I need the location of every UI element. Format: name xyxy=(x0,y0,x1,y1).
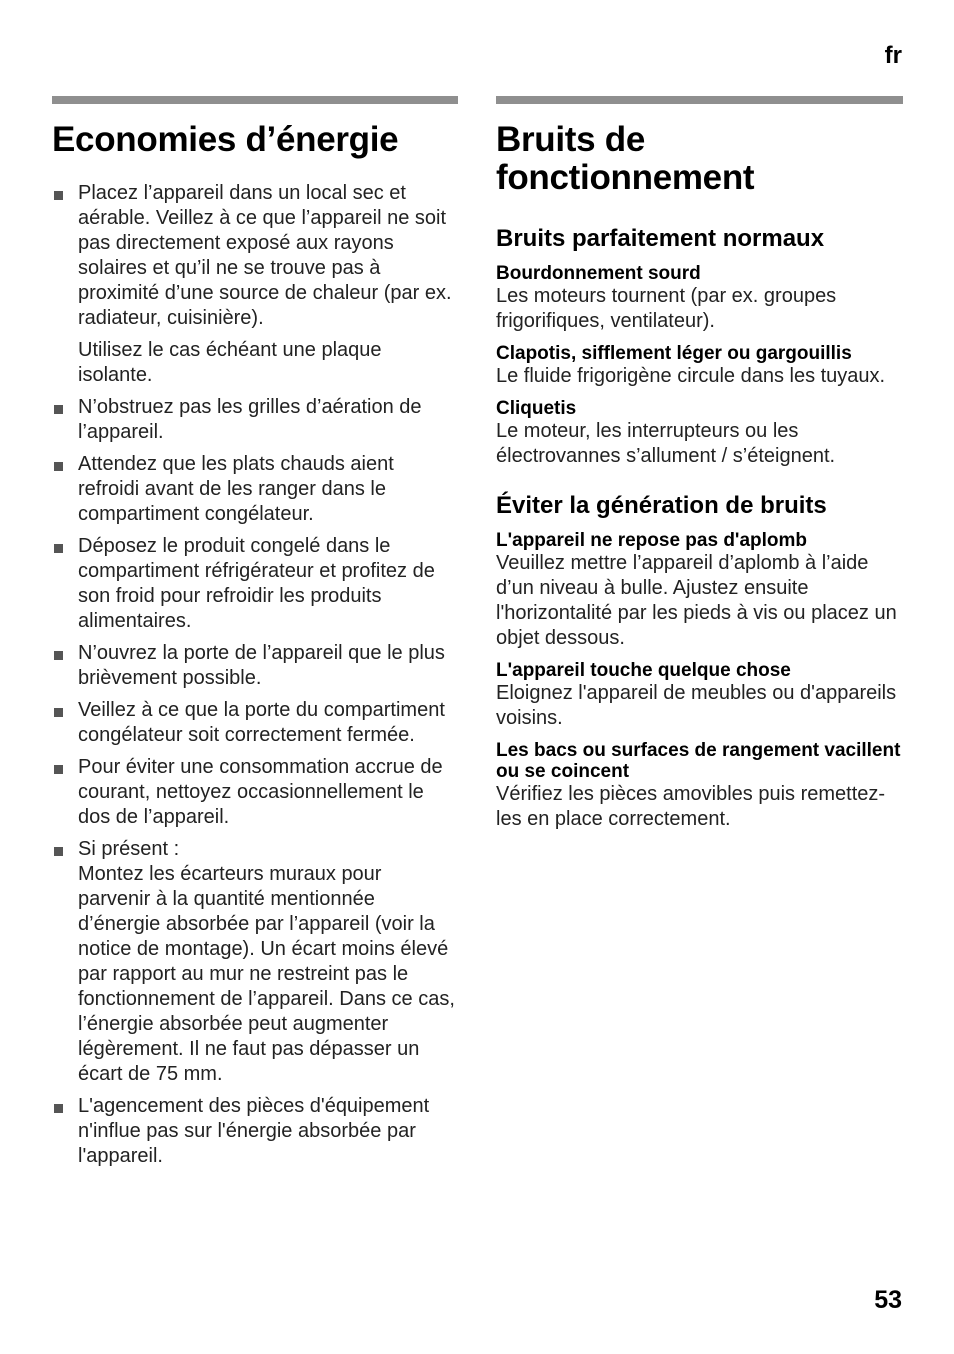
entry-title: L'appareil touche quelque chose xyxy=(496,660,791,681)
list-item xyxy=(52,181,458,388)
square-bullet-icon xyxy=(54,191,63,200)
language-code: fr xyxy=(884,42,902,69)
tip-text: Placez l’appareil dans un local sec et aérable. Veillez à ce que l’appareil ne soit pas directement exposé aux rayons solaires et qu’il ne se trouve pas à proximité d’une source de chaleur (par ex. radiateur, cuisinière). xyxy=(78,182,452,329)
entry-body: Eloignez l'appareil de meubles ou d'appareils voisins. xyxy=(496,682,897,729)
tip-text: Montez les écarteurs muraux pour parvenir à la quantité mentionnée d’énergie absorbée par l’appareil (voir la notice de montage). Un écart moins élevé par rapport au mur ne restreint pas le fonctionnement de l’appareil. Dans ce cas, l’énergie absorbée peut augmenter légèrement. Il ne faut pas dépasser un écart de 75 mm. xyxy=(78,863,455,1085)
tip-text: Pour éviter une consommation accrue de courant, nettoyez occasionnellement le dos de l’appareil. xyxy=(78,756,443,828)
square-bullet-icon xyxy=(54,847,63,856)
section-rule xyxy=(496,96,903,104)
noise-column xyxy=(496,96,903,841)
square-bullet-icon xyxy=(54,405,63,414)
list-item xyxy=(52,698,458,748)
page-number: 53 xyxy=(874,1286,902,1314)
list-item xyxy=(52,1094,458,1169)
energy-saving-title: Economies d’énergie xyxy=(52,120,399,159)
avoid-noises-heading: Éviter la génération de bruits xyxy=(496,492,827,519)
noise-entry xyxy=(496,263,903,334)
list-item xyxy=(52,641,458,691)
square-bullet-icon xyxy=(54,708,63,717)
list-item xyxy=(52,395,458,445)
list-item xyxy=(52,534,458,634)
tip-text: N’ouvrez la porte de l’appareil que le plus brièvement possible. xyxy=(78,642,445,689)
noise-entry xyxy=(496,740,903,832)
noise-title: Bruits de fonctionnement xyxy=(496,120,755,197)
normal-noises-heading: Bruits parfaitement normaux xyxy=(496,225,825,252)
list-item xyxy=(52,755,458,830)
entry-title: Cliquetis xyxy=(496,398,577,419)
entry-body: Le moteur, les interrupteurs ou les électrovannes s’allument / s’éteignent. xyxy=(496,420,836,467)
square-bullet-icon xyxy=(54,544,63,553)
entry-title: Les bacs ou surfaces de rangement vacillent ou se coincent xyxy=(496,740,901,782)
entry-body: Veuillez mettre l’appareil d’aplomb à l’aide d’un niveau à bulle. Ajustez ensuite l'horizontalité par les pieds à vis ou placez un objet dessous. xyxy=(496,552,897,649)
entry-title: Clapotis, sifflement léger ou gargouillis xyxy=(496,343,852,364)
entry-body: Le fluide frigorigène circule dans les tuyaux. xyxy=(496,365,886,387)
square-bullet-icon xyxy=(54,462,63,471)
tip-text: L'agencement des pièces d'équipement n'influe pas sur l'énergie absorbée par l'appareil. xyxy=(78,1095,430,1167)
energy-tips-list xyxy=(52,181,458,1169)
noise-entry xyxy=(496,343,903,389)
square-bullet-icon xyxy=(54,1104,63,1113)
energy-saving-column xyxy=(52,96,458,1176)
tip-text: Utilisez le cas échéant une plaque isolante. xyxy=(78,339,382,386)
entry-body: Vérifiez les pièces amovibles puis remettez-les en place correctement. xyxy=(496,783,886,830)
section-rule xyxy=(52,96,458,104)
tip-text: Veillez à ce que la porte du compartiment congélateur soit correctement fermée. xyxy=(78,699,445,746)
noise-entry xyxy=(496,660,903,731)
entry-title: Bourdonnement sourd xyxy=(496,263,701,284)
list-item xyxy=(52,452,458,527)
square-bullet-icon xyxy=(54,765,63,774)
square-bullet-icon xyxy=(54,651,63,660)
tip-text: Si présent : xyxy=(78,838,180,860)
entry-title: L'appareil ne repose pas d'aplomb xyxy=(496,530,808,551)
entry-body: Les moteurs tournent (par ex. groupes frigorifiques, ventilateur). xyxy=(496,285,837,332)
list-item xyxy=(52,837,458,1087)
tip-text: Attendez que les plats chauds aient refroidi avant de les ranger dans le compartiment congélateur. xyxy=(78,453,394,525)
noise-entry xyxy=(496,398,903,469)
tip-text: Déposez le produit congelé dans le compartiment réfrigérateur et profitez de son froid pour refroidir les produits alimentaires. xyxy=(78,535,435,632)
noise-entry xyxy=(496,530,903,651)
tip-text: N’obstruez pas les grilles d’aération de l’appareil. xyxy=(78,396,422,443)
